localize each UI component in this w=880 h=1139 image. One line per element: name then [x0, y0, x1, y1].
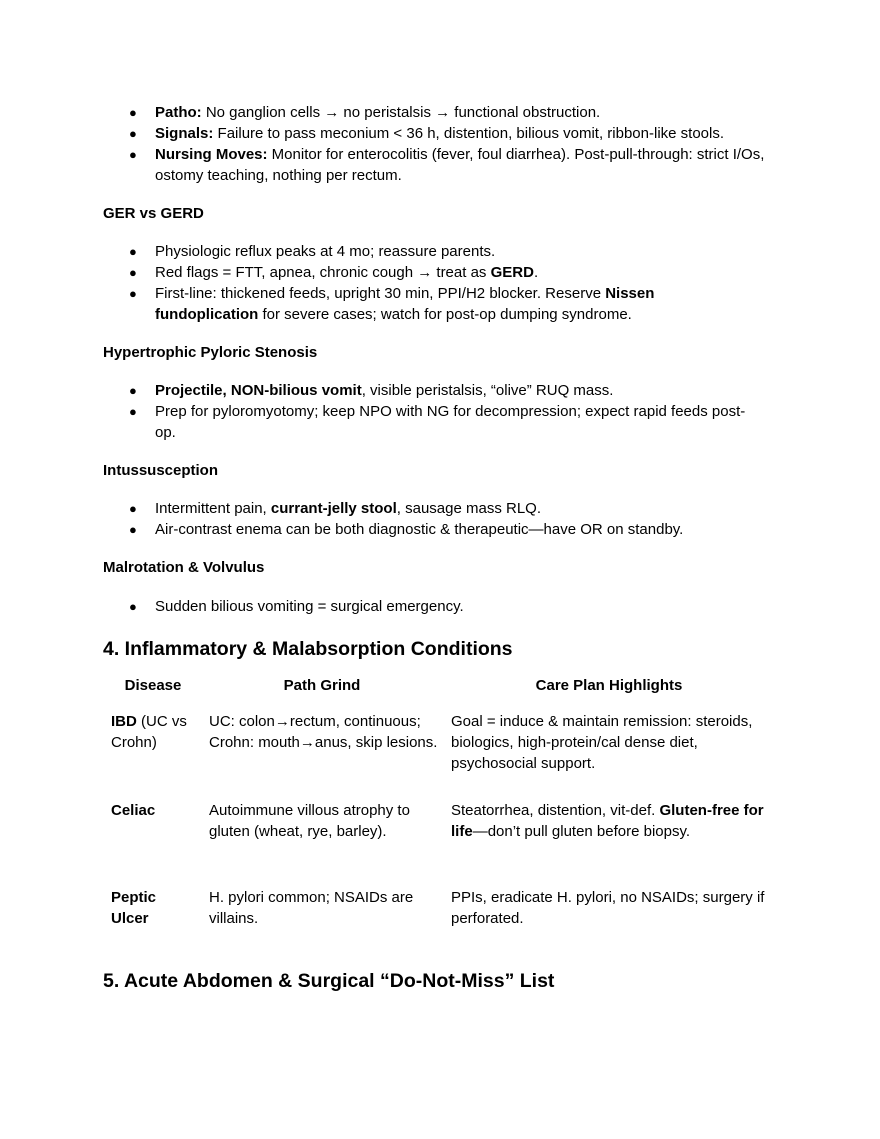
text-signals: Failure to pass meconium < 36 h, distention, bilious vomit, ribbon-like stools.: [213, 125, 725, 142]
list-item: [129, 144, 775, 186]
intussusception-item-bold: currant-jelly stool: [270, 500, 397, 517]
ger-item-text: .: [533, 264, 539, 281]
cell-disease: [111, 800, 199, 821]
heading-intussusception: Intussusception: [103, 462, 219, 479]
disease-name: Peptic Ulcer: [111, 889, 157, 927]
bullet-icon: ●: [129, 501, 137, 516]
bullet-icon: ●: [129, 522, 137, 537]
list-item: [129, 241, 775, 262]
list-item: [129, 102, 775, 123]
intussusception-item-text: Air-contrast enema can be both diagnostic & therapeutic—have OR on standby.: [155, 521, 684, 538]
bullet-icon: ●: [129, 147, 137, 162]
bullet-icon: ●: [129, 265, 137, 280]
column-header-care-plan: Care Plan Highlights: [535, 677, 683, 694]
cell-care: [451, 711, 773, 774]
cell-care: [451, 800, 773, 842]
intussusception-item-text: , sausage mass RLQ.: [396, 500, 541, 517]
bullet-icon: ●: [129, 599, 137, 614]
heading-malrotation: Malrotation & Volvulus: [103, 559, 265, 576]
intussusception-item-text: Intermittent pain,: [155, 500, 271, 517]
bullet-icon: ●: [129, 126, 137, 141]
heading-ger-vs-gerd: GER vs GERD: [103, 205, 204, 222]
cell-care: [451, 887, 781, 929]
care-text: —don’t pull gluten before biopsy.: [472, 823, 691, 840]
column-header-disease: Disease: [124, 677, 182, 694]
care-text: Goal = induce & maintain remission: steroids, biologics, high-protein/cal dense diet, psychosocial support.: [451, 713, 753, 772]
care-text: Steatorrhea, distention, vit-def.: [451, 802, 660, 819]
ger-item-bold: Nissen fundoplication: [155, 285, 655, 323]
list-item: [129, 401, 755, 443]
pyloric-item-text: , visible peristalsis, “olive” RUQ mass.: [361, 382, 614, 399]
pyloric-item-bold: Projectile, NON-bilious vomit: [155, 382, 362, 399]
list-item: [129, 519, 775, 540]
list-item: [129, 283, 695, 325]
heading-pyloric-stenosis: Hypertrophic Pyloric Stenosis: [103, 344, 318, 361]
bullet-icon: ●: [129, 244, 137, 259]
list-item: [129, 262, 775, 283]
cell-path: Autoimmune villous atrophy to gluten (wheat, rye, barley).: [209, 802, 410, 840]
text-patho: No ganglion cells → no peristalsis → functional obstruction.: [201, 104, 601, 121]
care-text: PPIs, eradicate H. pylori, no NSAIDs; surgery if perforated.: [451, 889, 765, 927]
cell-path: H. pylori common; NSAIDs are villains.: [209, 889, 414, 927]
disease-note: (UC vs Crohn): [111, 713, 187, 751]
ger-item-bold: GERD: [490, 264, 534, 281]
cell-disease: [111, 887, 181, 929]
column-header-path-grind: Path Grind: [283, 677, 361, 694]
pyloric-item-text: Prep for pyloromyotomy; keep NPO with NG for decompression; expect rapid feeds post-op.: [155, 403, 746, 441]
malrotation-item-text: Sudden bilious vomiting = surgical emergency.: [155, 598, 464, 615]
text-nursing-moves: Monitor for enterocolitis (fever, foul diarrhea). Post-pull-through: strict I/Os, ostomy teaching, nothing per rectum.: [155, 146, 765, 184]
label-nursing-moves: Nursing Moves:: [155, 146, 268, 163]
ger-item-text: Red flags = FTT, apnea, chronic cough → treat as: [155, 264, 491, 281]
section-5-heading: 5. Acute Abdomen & Surgical “Do-Not-Miss” List: [103, 970, 555, 992]
cell-disease: [111, 711, 199, 753]
care-bold: Gluten-free for life: [451, 802, 764, 840]
ger-item-text: First-line: thickened feeds, upright 30 min, PPI/H2 blocker. Reserve: [155, 285, 606, 302]
ger-item-text: Physiologic reflux peaks at 4 mo; reassure parents.: [155, 243, 496, 260]
list-item: [129, 596, 775, 617]
bullet-icon: ●: [129, 404, 137, 419]
label-patho: Patho:: [155, 104, 202, 121]
ger-item-text: for severe cases; watch for post-op dumping syndrome.: [258, 306, 632, 323]
bullet-icon: ●: [129, 105, 137, 120]
list-item: [129, 123, 775, 144]
bullet-icon: ●: [129, 286, 137, 301]
bullet-icon: ●: [129, 383, 137, 398]
section-4-heading: 4. Inflammatory & Malabsorption Conditions: [103, 638, 513, 660]
list-item: [129, 380, 775, 401]
disease-name: Celiac: [111, 802, 156, 819]
list-item: [129, 498, 775, 519]
label-signals: Signals:: [155, 125, 214, 142]
disease-name: IBD: [111, 713, 137, 730]
cell-path: UC: colon→rectum, continuous; Crohn: mouth→anus, skip lesions.: [209, 713, 438, 751]
